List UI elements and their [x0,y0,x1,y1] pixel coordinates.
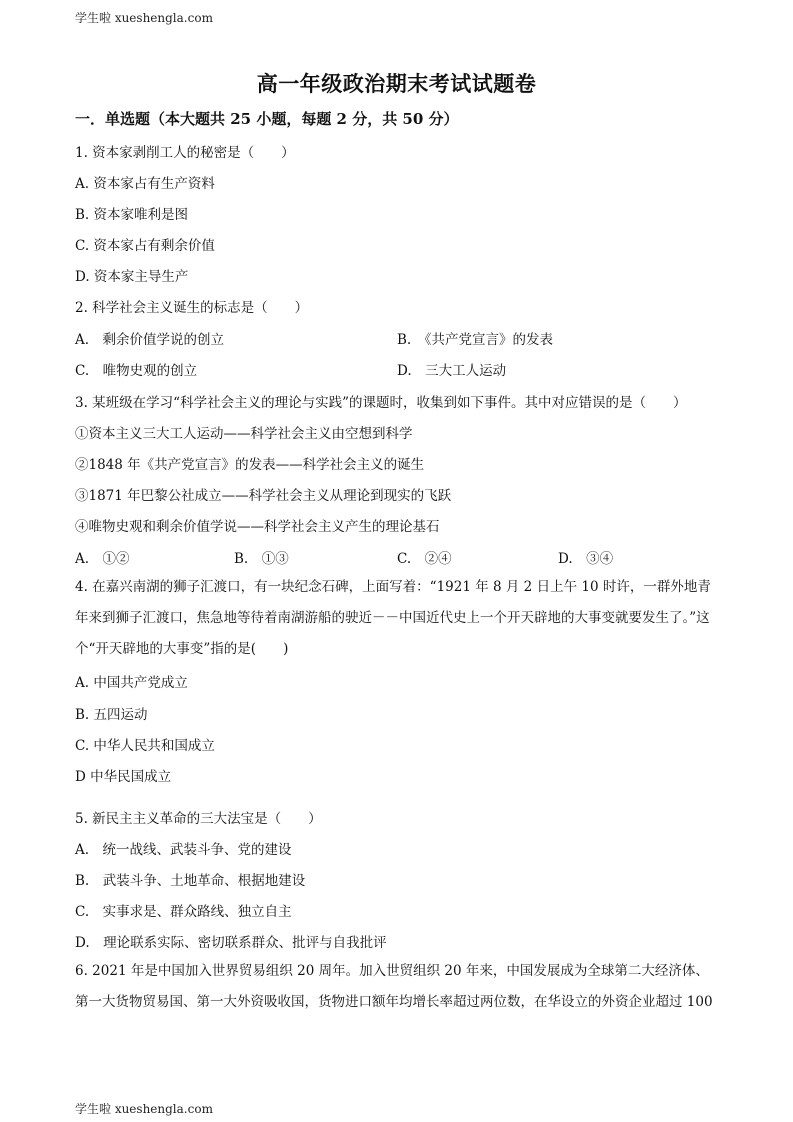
q3-option-c: C. ②④ [397,551,452,567]
q1-option-d: D. 资本家主导生产 [75,269,189,285]
q2-option-c: C. 唯物史观的创立 [75,363,198,379]
header-site: 学生啦 xueshengla.com [75,11,213,25]
q3-option-a: A. ①② [75,551,130,567]
q2-option-d: D. 三大工人运动 [397,363,507,379]
q2-option-b: B. 《共产党宣言》的发表 [397,332,553,348]
q3-statement-1: ①资本主义三大工人运动——科学社会主义由空想到科学 [75,426,413,442]
q4-stem: 4. 在嘉兴南湖的狮子汇渡口，有一块纪念石碑，上面写着：“1921 年 8 月 2 日上午 10 时许，一群外地青年来到狮子汇渡口，焦急地等待着南湖游船的驶近－－中国近代史上一个开天辟地的大事变就要发生了。”这个“开天辟地的大事变”指的是( ) [75,579,711,657]
q3-option-d: D. ③④ [558,551,614,567]
q3-stem: 3. 某班级在学习“科学社会主义的理论与实践”的课题时，收集到如下事件。其中对应错误的是（ ） [75,395,687,411]
q5-option-c: C. 实事求是、群众路线、独立自主 [75,904,292,920]
q1-option-c: C. 资本家占有剩余价值 [75,238,215,254]
q5-option-a: A. 统一战线、武装斗争、党的建设 [75,842,292,858]
q2-stem: 2. 科学社会主义诞生的标志是（ ） [75,300,309,316]
q1-option-a: A. 资本家占有生产资料 [75,176,215,192]
q3-statement-3: ③1871 年巴黎公社成立——科学社会主义从理论到现实的飞跃 [75,488,452,504]
q2-option-a: A. 剩余价值学说的创立 [75,332,225,348]
q6-stem: 6. 2021 年是中国加入世界贸易组织 20 周年。加入世贸组织 20 年来，中国发展成为全球第二大经济体、第一大货物贸易国、第一大外资吸收国，货物进口额年均增长率超过两位数，在华设立的外资企业超过 100 [75,963,713,1010]
footer-site: 学生啦 xueshengla.com [75,1102,213,1116]
q1-option-b: B. 资本家唯利是图 [75,207,189,223]
q5-option-d: D. 理论联系实际、密切联系群众、批评与自我批评 [75,935,387,951]
q3-statement-2: ②1848 年《共产党宣言》的发表——科学社会主义的诞生 [75,457,425,473]
q4-option-d: D 中华民国成立 [75,769,172,785]
q3-option-b: B. ①③ [234,551,289,567]
page-title: 高一年级政治期末考试试题卷 [256,71,537,96]
q5-option-b: B. 武装斗争、土地革命、根据地建设 [75,873,306,889]
q4-option-c: C. 中华人民共和国成立 [75,738,215,754]
q3-statement-4: ④唯物史观和剩余价值学说——科学社会主义产生的理论基石 [75,519,440,535]
section-heading: 一．单选题（本大题共 25 小题，每题 2 分，共 50 分） [75,110,459,128]
q5-stem: 5. 新民主主义革命的三大法宝是（ ） [75,811,322,827]
q1-stem: 1. 资本家剥削工人的秘密是（ ） [75,145,295,161]
q4-option-a: A. 中国共产党成立 [75,675,188,691]
q4-option-b: B. 五四运动 [75,707,148,723]
